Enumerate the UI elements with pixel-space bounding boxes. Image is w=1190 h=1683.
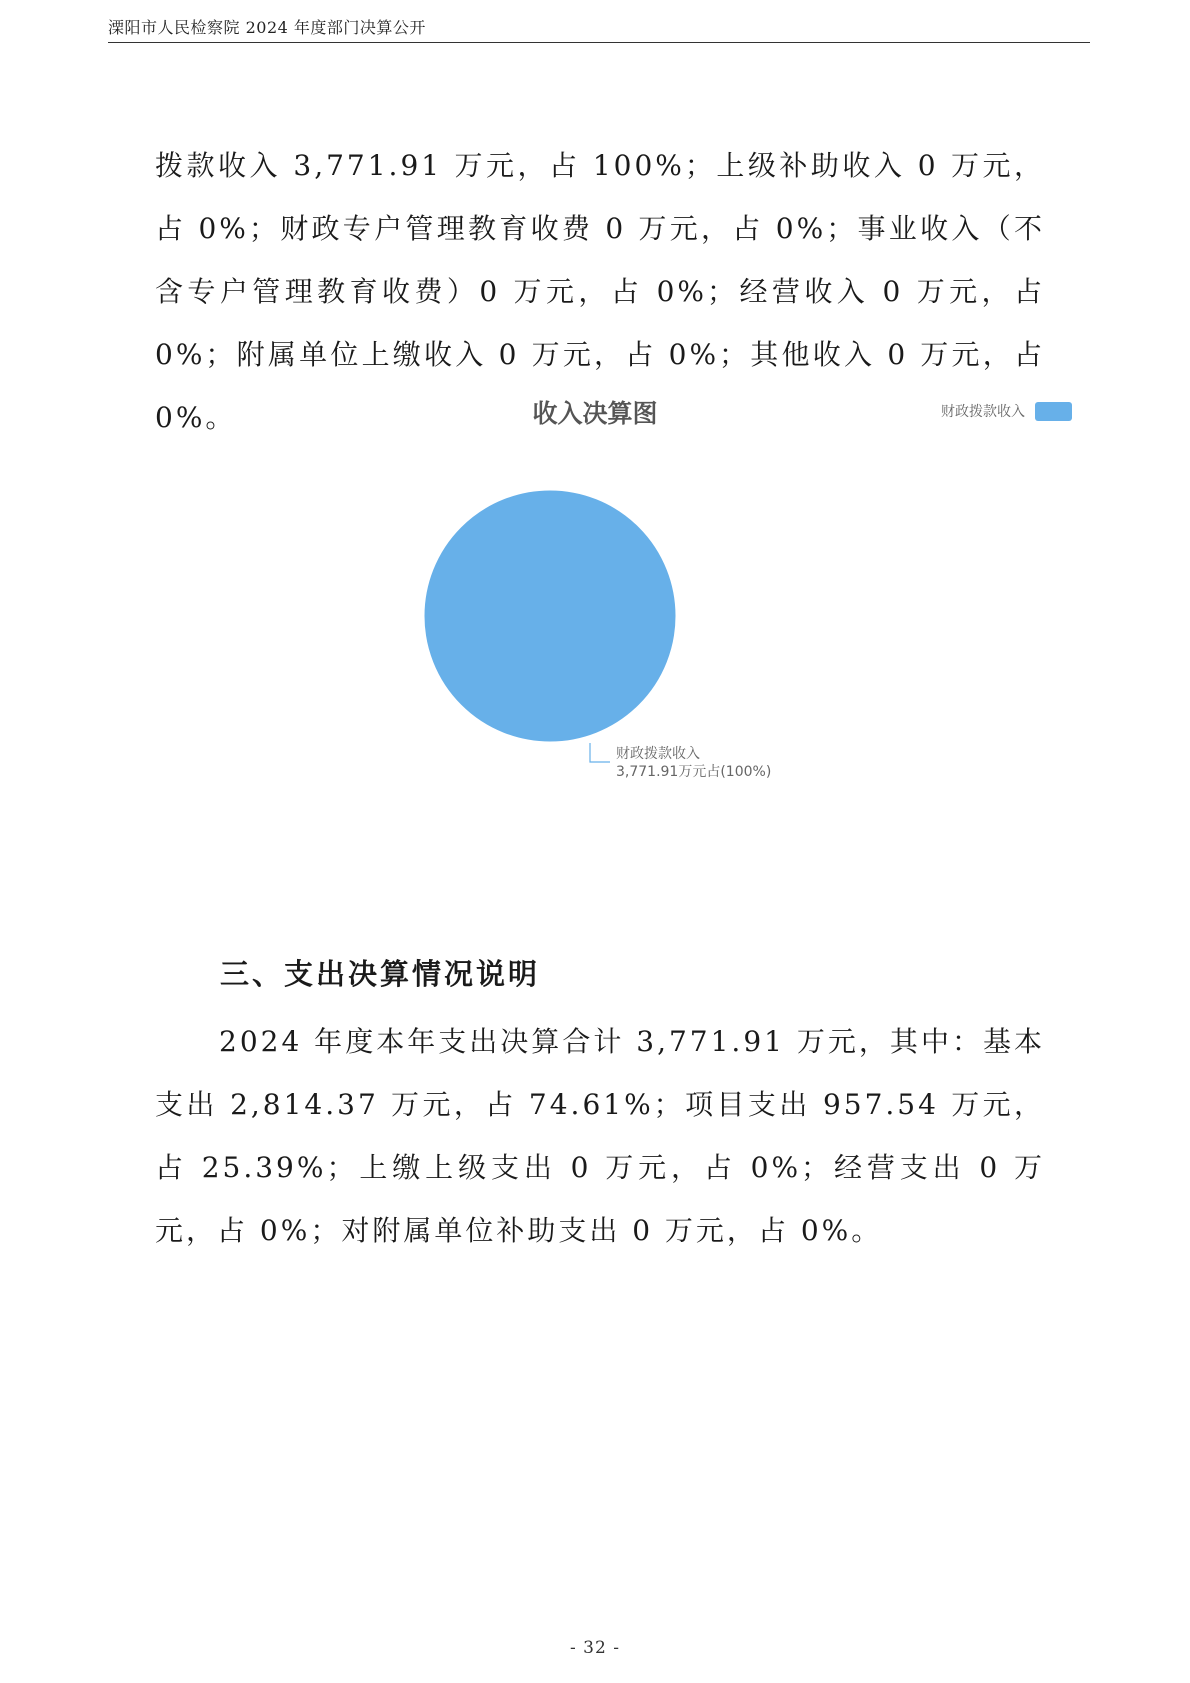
pie-label-value: 3,771.91万元占(100%)	[616, 764, 772, 780]
chart-title: 收入决算图	[532, 399, 658, 428]
page-number: - 32 -	[570, 1638, 620, 1658]
pie-slice-financial-appropriation	[424, 490, 676, 742]
pie-label-name: 财政拨款收入	[616, 746, 700, 762]
chart-legend	[941, 402, 1072, 421]
page-header	[108, 16, 1090, 43]
legend-swatch	[1035, 402, 1072, 421]
pie-label-leader-line	[590, 743, 610, 762]
income-pie-chart	[155, 395, 1095, 855]
legend-label: 财政拨款收入	[941, 404, 1025, 420]
section-heading: 三、支出决算情况说明	[220, 957, 541, 991]
income-paragraph: 拨款收入 3,771.91 万元，占 100%；上级补助收入 0 万元，占 0%；财政专户管理教育收费 0 万元，占 0%；事业收入（不含专户管理教育收费）0 万元，占 0%；经营收入 0 万元，占 0%；附属单位上缴收入 0 万元，占 0%；其他收入 0 万元，占 0%。	[155, 149, 1045, 434]
header-title: 溧阳市人民检察院 2024 年度部门决算公开	[108, 18, 426, 37]
expenditure-paragraph: 2024 年度本年支出决算合计 3,771.91 万元，其中：基本支出 2,814.37 万元，占 74.61%；项目支出 957.54 万元，占 25.39%；上缴上级支出 0 万元，占 0%；经营支出 0 万元，占 0%；对附属单位补助支出 0 万元，占 0%。	[155, 1025, 1045, 1247]
